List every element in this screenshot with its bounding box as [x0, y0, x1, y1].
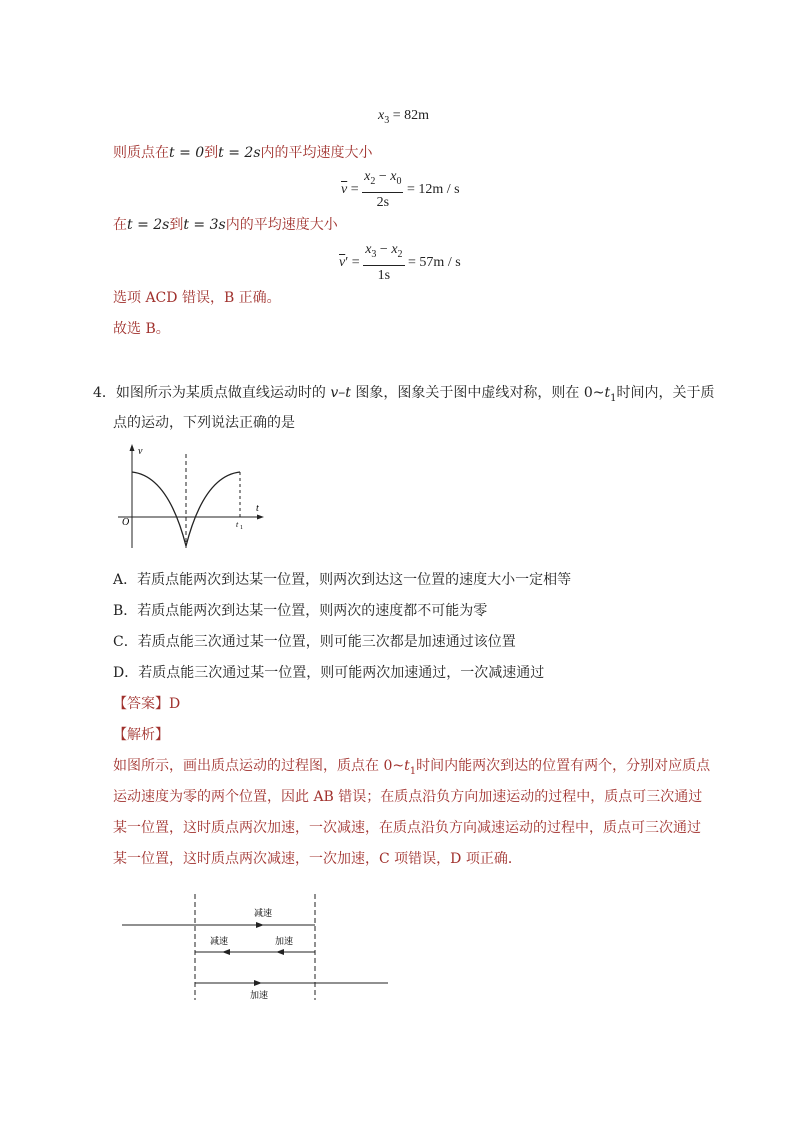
motion-process-diagram	[118, 888, 394, 1004]
arrow-bottom	[254, 980, 262, 986]
analysis-line-1: 如图所示，画出质点运动的过程图，质点在 $0\sim t_1$时间内能两次到达的位置有两个，分别对应质点	[113, 758, 711, 777]
option-b: B．若质点能两次到达某一位置，则两次的速度都不可能为零	[113, 603, 488, 619]
question-4-stem-line-1: 4．如图所示为某质点做直线运动时的 v–t 图象，图象关于图中虚线对称，则在 $0\sim t_1$时间内，关于质	[93, 385, 715, 404]
t-axis-arrow	[257, 515, 264, 520]
option-a: A．若质点能两次到达某一位置，则两次到达这一位置的速度大小一定相等	[113, 572, 572, 588]
x3-equation: $x_3 = 82m$	[378, 108, 430, 126]
analysis-label: 【解析】	[113, 727, 169, 743]
curve-left	[132, 472, 186, 546]
arrow-top	[256, 922, 264, 928]
curve-right	[186, 472, 240, 546]
analysis-line-4: 某一位置，这时质点两次减速，一次加速，C 项错误，D 项正确．	[113, 851, 522, 867]
avg-speed-formula-1: $\overline{v}$ = $\frac{x_2 - x_0}{2s}$ = 12m / s	[341, 169, 460, 210]
label-middle-left: 减速	[210, 936, 229, 946]
option-d: D．若质点能三次通过某一位置，则可能两次加速通过，一次减速通过	[113, 665, 545, 681]
option-c: C．若质点能三次通过某一位置，则可能三次都是加速通过该位置	[113, 634, 516, 650]
analysis-line-2: 运动速度为零的两个位置，因此 AB 错误；在质点沿负方向加速运动的过程中，质点可三次通过	[113, 789, 703, 805]
answer-line	[113, 694, 180, 714]
avg-speed-intro-1: 则质点在t = 0到t = 2s内的平均速度大小	[113, 145, 373, 161]
conclusion-line-2: 故选 B。	[113, 321, 170, 337]
t1-label-sub: 1	[240, 525, 243, 531]
analysis-line-3: 某一位置，这时质点两次加速，一次减速，在质点沿负方向减速运动的过程中，质点可三次通过	[113, 820, 701, 836]
answer-value: D	[169, 696, 181, 712]
answer-label: 【答案】	[113, 696, 169, 712]
conclusion-line-1: 选项 ACD 错误，B 正确。	[113, 290, 281, 306]
t-axis-label: t	[256, 503, 259, 514]
avg-speed-intro-2: 在t = 2s到t = 3s内的平均速度大小	[113, 217, 338, 233]
label-bottom: 加速	[250, 990, 269, 1000]
label-middle-right: 加速	[275, 936, 294, 946]
v-axis-label: v	[138, 446, 143, 457]
avg-speed-formula-2: $\overline{v}'$ = $\frac{x_3 - x_2}{1s}$ = 57m / s	[339, 242, 461, 283]
arrow-middle-left	[222, 949, 230, 955]
question-4-stem-line-2: 点的运动，下列说法正确的是	[113, 415, 295, 431]
vt-graph	[112, 442, 272, 554]
origin-label: O	[122, 517, 130, 528]
v-axis-arrow	[130, 444, 135, 451]
arrow-middle-right	[276, 949, 284, 955]
label-top: 减速	[254, 908, 273, 918]
t1-label: t	[236, 520, 239, 529]
